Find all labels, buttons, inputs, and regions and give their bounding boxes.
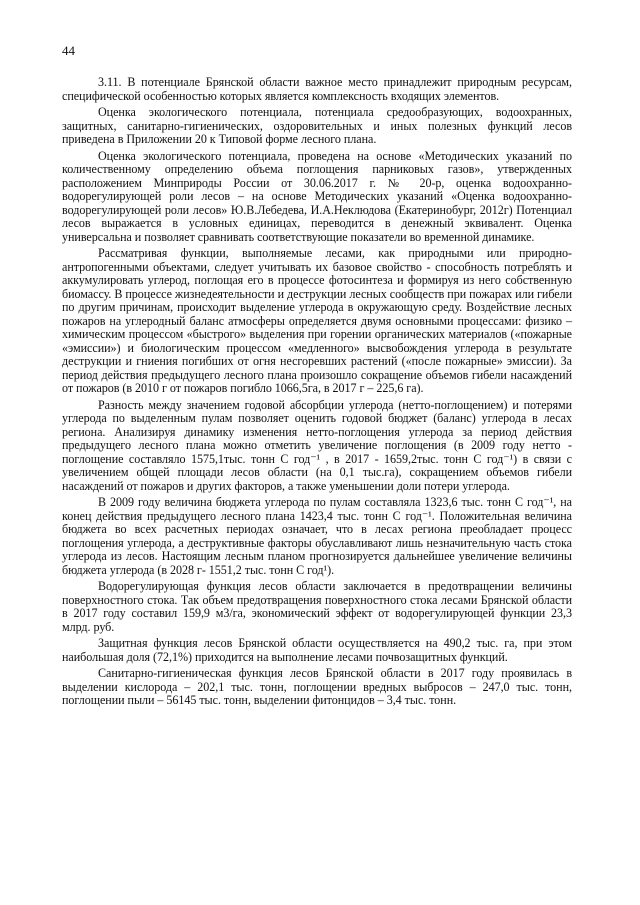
document-body <box>62 76 572 711</box>
paragraph-potential-assessment: Оценка экологического потенциала, потенциала средообразующих, водоохранных, защитных, санитарно-гигиенических, оздоровительных и иных полезных функций лесов приведена в Приложении 20 к Типовой форме лесного плана. <box>62 105 572 146</box>
paragraph-sanitary-function: Санитарно-гигиеническая функция лесов Брянской области в 2017 году проявилась в выделении кислорода – 202,1 тыс. тонн, поглощении вредных выбросов – 247,0 тыс. тонн, поглощении пыли – 56145 тыс. тонн, выделении фитонцидов – 3,4 тыс. тонн. <box>62 666 572 707</box>
paragraph-carbon-budget: В 2009 году величина бюджета углерода по пулам составляла 1323,6 тыс. тонн С год⁻¹, на конец действия предыдущего лесного плана 1423,4 тыс. тонн С год⁻¹. Положительная величина бюджета во всех расчетных периодах означает, что в лесах региона преобладает процесс поглощения углерода, а деструктивные факторы обуславливают лишь незначительную часть стока углерода из лесов. Настоящим лесным планом прогнозируется дальнейшее увеличение величины бюджета углерода (в 2028 г- 1551,2 тыс. тонн С год¹). <box>62 495 572 577</box>
paragraph-protective-function: Защитная функция лесов Брянской области осуществляется на 490,2 тыс. га, при этом наибольшая доля (72,1%) приходится на выполнение лесами почвозащитных функций. <box>62 636 572 664</box>
paragraph-carbon-balance: Разность между значением годовой абсорбции углерода (нетто-поглощением) и потерями углерода по выделенным пулам позволяет оценить годовой бюджет (баланс) углерода в лесах региона. Анализируя динамику изменения нетто-поглощения углерода за период действия предыдущего лесного плана можно отметить увеличение поглощения (в 2009 году нетто - поглощение составляло 1575,1тыс. тонн С год⁻¹ , в 2017 - 1659,2тыс. тонн С год⁻¹) в связи с увеличением общей площади лесов области (на 0,1 тыс.га), сокращением объемов гибели насаждений от пожаров и других факторов, а также уменьшении доли потери углерода. <box>62 397 572 493</box>
paragraph-carbon-functions: Рассматривая функции, выполняемые лесами, как природными или природно-антропогенными объектами, следует учитывать их базовое свойство - способность потреблять и аккумулировать углерод, поглощая его в процессе фотосинтеза и формируя из него собственную биомассу. В процессе жизнедеятельности и деструкции лесных сообществ при пожарах или гибели по другим причинам, происходит выделение углерода в окружающую среду. Воздействие лесных пожаров на углеродный баланс атмосферы определяется двумя основными процессами: физико – химическим процессом «быстрого» выделения при горении органических материалов («пожарные «эмиссии») и биологическим процессом «медленного» высвобождения углерода в результате деструкции и гниения погибших от огня несгоревших растений («после пожарные» эмиссии). За период действия предыдущего лесного плана произошло сокращение объемов гибели насаждений от пожаров (в 2010 г от пожаров погибло 1066,5га, в 2017 г – 225,6 га). <box>62 246 572 395</box>
paragraph-methodology: Оценка экологического потенциала, проведена на основе «Методических указаний по количественному определению объема поглощения парниковых газов», утвержденных расположением Минприроды России от 30.06.2017 г. № 20-р, оценка водоохранно-водорегулирующей роли лесов – на основе Методических указаний «Оценка водоохранно-водорегулирующей роли лесов» Ю.В.Лебедева, И.А.Неклюдова (Екатеринобург, 2012г) Потенциал лесов выражается в условных единицах, переводится в денежный эквивалент. Оценка универсальна и позволяет сравнивать соответствующие показатели во временной динамике. <box>62 148 572 244</box>
paragraph-water-regulation: Водорегулирующая функция лесов области заключается в предотвращении величины поверхностного стока. Так объем предотвращения поверхностного стока лесами Брянской области в 2017 году составил 159,9 м3/га, экономический эффект от водорегулирующей функции 23,3 млрд. руб. <box>62 579 572 634</box>
paragraph-resources-intro: 3.11. В потенциале Брянской области важное место принадлежит природным ресурсам, специфической особенностью которых является комплексность входящих элементов. <box>62 75 572 103</box>
page-number: 44 <box>62 43 75 58</box>
